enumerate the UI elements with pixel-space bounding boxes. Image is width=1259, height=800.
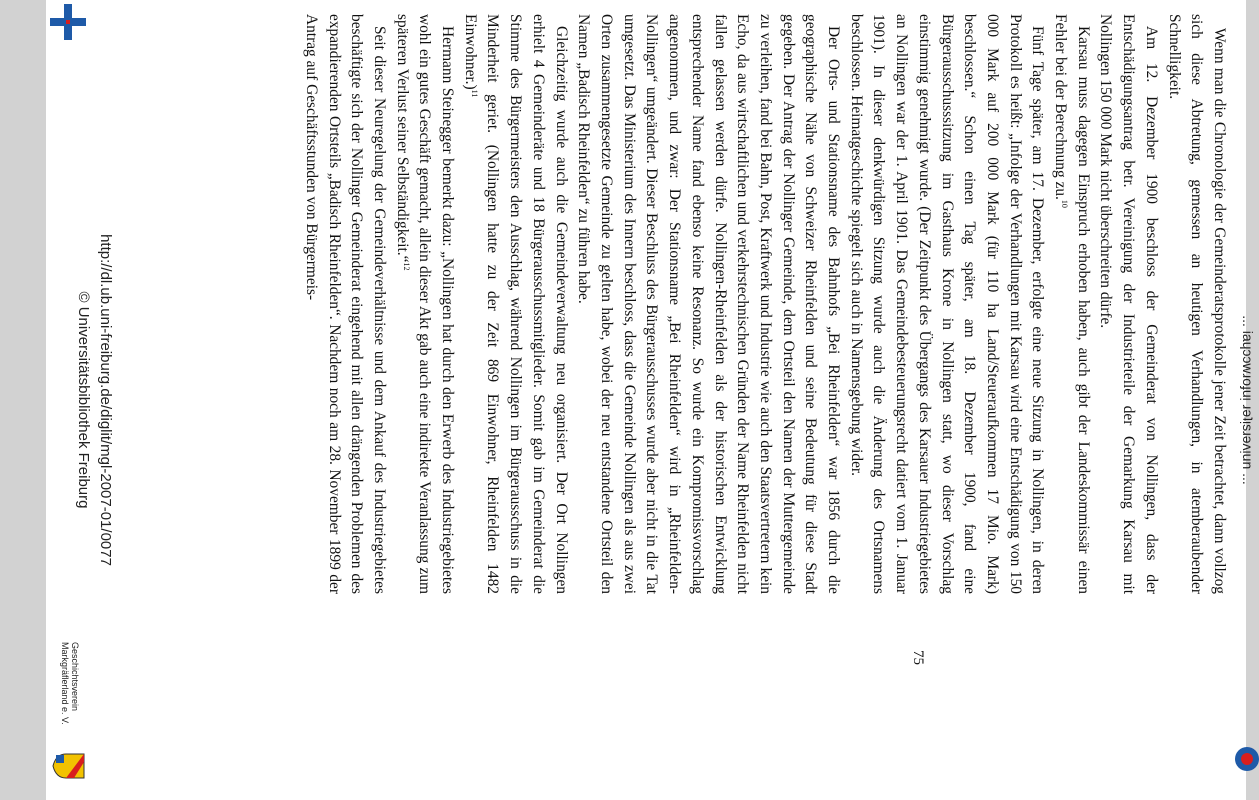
publisher-line-2: Markgräflerland e. V. [60,642,70,725]
footer-copyright: © Universitätsbibliothek Freiburg [75,291,92,509]
paragraph-4: Fünf Tage später, am 17. Dezember, erfolgte eine neue Sitzung in Nollingen, in deren Protokoll es heißt: „Infolge der Verhandlungen mit Karsau wird eine Entschädigung von 150 000 Mark auf 200 000 Mark (für 110 ha Land/Steueraufkommen 17 Mio. Mark) beschlossen.“ Schon einen Tag später, am 18. Dezember 1900, fand eine Bürgerausschusssitzung im Gasthaus Krone in Nollingen statt, wo dieser Vorschlag einstimmig genehmigt wurde. (Der Zeitpunkt des Übergangs des Karsauer Industriegebietes an Nollingen war der 1. April 1901. Das Gemeindebesteuerungsrecht datiert vom 1. Januar 1901). In dieser denkwürdigen Sitzung wurde auch die Änderung des Ortsnamens beschlossen. Heimatgeschichte spiegelt sich auch in Namensgebung wider. [847,14,1047,594]
paragraph-3-text: Karsau muss dagegen Einspruch erhoben haben, auch gibt der Landeskommissär einen Fehler bei der Berechnung zu. [1052,14,1092,594]
university-cross-logo-icon [50,4,86,40]
coat-of-arms-icon [52,752,86,780]
header-fragment: ... iaɥɔɔwɹoɟuᴉ ɹǝʇᴉsɹǝʌᴉun ... [1240,315,1256,485]
article-body [299,14,1230,594]
paragraph-8: Seit dieser Neuregelung der Gemeindeverhältnisse und dem Ankauf des Industriegebietes beschäftigte sich der Nollinger Gemeinderat eingehend mit allen drängenden Problemen des expandierenden Ortsteils „Badisch Rheinfelden“. Nachdem noch am 28. November 1899 der Antrag auf Geschäftsstunden von Bürgermeis- [302,14,388,594]
left-margin-strip [0,0,46,800]
paragraph-6-text: Gleichzeitig wurde auch die Gemeindeverwaltung neu organisiert. Der Ort Nollingen erhielt 4 Gemeinderäte und 18 Bürgerausschussmitglieder. Somit gab im Gemeinderat die Stimme des Bürgermeisters den Ausschlag, während Nollingen im Bürgerausschuss in die Minderheit geriet. (Nollingen hatte zu der Zeit 869 Einwohner, Rheinfelden 1482 Einwohner.) [461,14,570,594]
publisher-line-1: Geschichtsverein [70,642,80,712]
footnote-marker-12: 12 [401,262,411,271]
paragraph-5: Der Orts- und Stationsname des Bahnhofs „Bei Rheinfelden“ war 1856 durch die geographische Nähe von Schweizer Rheinfelden und seine Bedeutung für diese Stadt gegeben. Der Antrag der Nollinger Gemeinde, dem Ortsteil den Namen der Muttergemeinde zu verleihen, fand bei Bahn, Post, Kraftwerk und Industrie wie auch den Staatsvertretern kein Echo, da aus wirtschaftlichen und verkehrstechnischen Gründen der Name Rheinfelden nicht fallen gelassen werden dürfe. Nollingen-Rheinfelden als der historischen Entwicklung entsprechender Name fand ebenso keine Resonanz. So wurde ein Kompromissvorschlag angenommen, und zwar: Der Stationsname „Bei Rheinfelden“ wird in „Rheinfelden-Nollingen“ umgeändert. Dieser Beschluss des Bürgerausschusses wurde aber nicht in die Tat umgesetzt. Das Ministerium des Innern beschloss, dass die Gemeinde Nollingen als aus zwei Orten zusammengesetzte Gemeinde zu gelten habe, wobei der neu entstandene Ortsteil den Namen „Badisch Rheinfelden“ zu führen habe. [575,14,843,594]
footer-url-link[interactable]: http://dl.ub.uni-freiburg.de/diglit/mgl-2007-01/0077 [97,234,114,566]
publisher-label [60,642,80,762]
footnote-marker-11: 11 [469,89,479,98]
page-number: 75 [910,650,926,665]
rotated-page [46,0,1256,800]
paragraph-7-text: Hermann Steinegger bemerkt dazu: „Nollingen hat durch den Erwerb des Industriegebietes wohl ein gutes Geschäft gemacht, allein dieser Akt gab auch eine indirekte Veranlassung zum späteren Verlust seiner Selbständigkeit.“ [393,14,457,594]
paragraph-2: Am 12. Dezember 1900 beschloss der Gemeinderat von Nollingen, dass der Entschädigungsantrag betr. Vereinigung der Industrieteile der Gemarkung Karsau mit Nollingen 150 000 Mark nicht überschreiten dürfe. [1097,14,1160,594]
library-logo-icon [1234,746,1259,772]
paragraph-3 [1048,14,1093,594]
footnote-marker-10: 10 [1060,199,1070,208]
paragraph-6 [458,14,572,594]
paragraph-1: Wenn man die Chronologie der Gemeinderatsprotokolle jener Zeit betrachtet, dann vollzog sich diese Abtretung, gemessen an heutigen Verhandlungen, in atemberaubender Schnelligkeit. [1165,14,1228,594]
paragraph-7 [390,14,458,594]
